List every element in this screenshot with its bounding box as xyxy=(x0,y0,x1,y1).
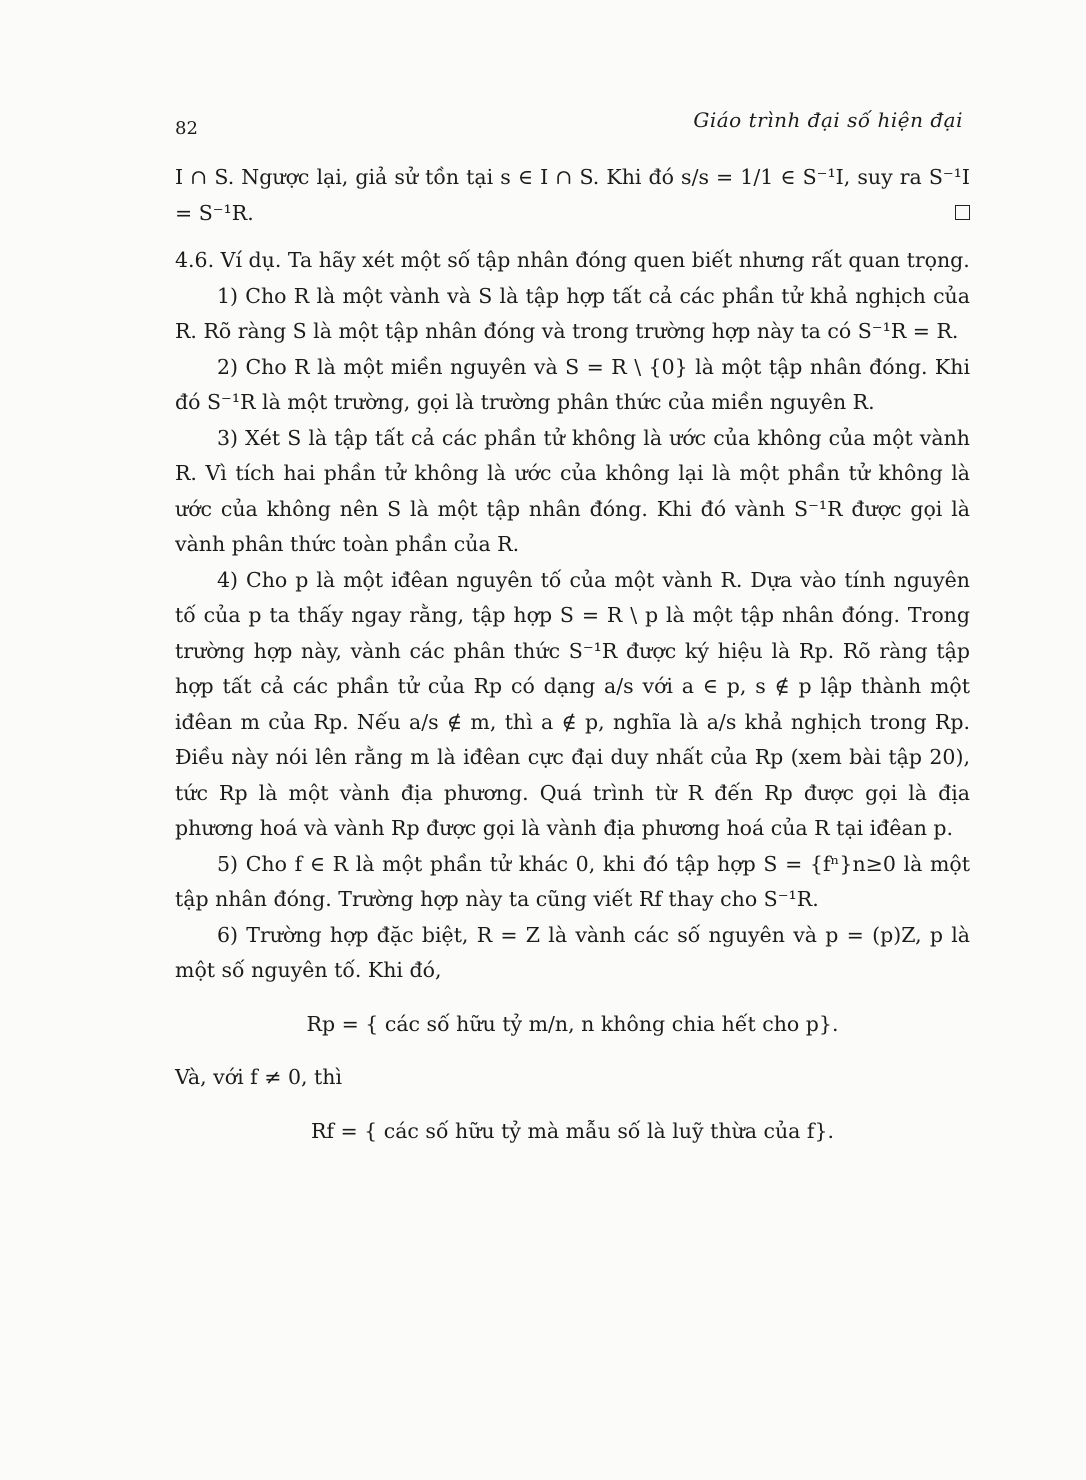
running-title: Giáo trình đại số hiện đại xyxy=(693,108,963,132)
paragraph-proof-end: I ∩ S. Ngược lại, giả sử tồn tại s ∈ I ∩ S. Khi đó s/s = 1/1 ∈ S⁻¹I, suy ra S⁻¹I = S⁻¹R. xyxy=(175,165,970,225)
paragraph-item-3: 3) Xét S là tập tất cả các phần tử không là ước của không của một vành R. Vì tích hai phần tử không là ước của không lại là một phần tử không là ước của không nên S là một tập nhân đóng. Khi đó vành S⁻¹R được gọi là vành phân thức toàn phần của R. xyxy=(175,425,970,556)
page-header xyxy=(175,108,963,140)
display-formula-rp: Rp = { các số hữu tỷ m/n, n không chia hết cho p}. xyxy=(306,1011,839,1036)
paragraph-and-with: Và, với f ≠ 0, thì xyxy=(175,1065,343,1089)
paragraph-item-6: 6) Trường hợp đặc biệt, R = Z là vành các số nguyên và p = (p)Z, p là một số nguyên tố. Khi đó, xyxy=(175,922,970,982)
page-number: 82 xyxy=(175,118,198,139)
paragraph-item-5: 5) Cho f ∈ R là một phần tử khác 0, khi đó tập hợp S = {fⁿ}n≥0 là một tập nhân đóng. Trường hợp này ta cũng viết Rf thay cho S⁻¹R. xyxy=(175,851,970,911)
display-formula-rf: Rf = { các số hữu tỷ mà mẫu số là luỹ thừa của f}. xyxy=(310,1118,835,1143)
page-body xyxy=(175,160,970,1167)
paragraph-item-2: 2) Cho R là một miền nguyên và S = R \ {0} là một tập nhân đóng. Khi đó S⁻¹R là một trường, gọi là trường phân thức của miền nguyên R. xyxy=(175,354,970,414)
paragraph-item-4: 4) Cho p là một iđêan nguyên tố của một vành R. Dựa vào tính nguyên tố của p ta thấy ngay rằng, tập hợp S = R \ p là một tập nhân đóng. Trong trường hợp này, vành các phân thức S⁻¹R được ký hiệu là Rp. Rõ ràng tập hợp tất cả các phần tử của Rp có dạng a/s với a ∈ p, s ∉ p lập thành một iđêan m của Rp. Nếu a/s ∉ m, thì a ∉ p, nghĩa là a/s khả nghịch trong Rp. Điều này nói lên rằng m là iđêan cực đại duy nhất của Rp (xem bài tập 20), tức Rp là một vành địa phương. Quá trình từ R đến Rp được gọi là địa phương hoá và vành Rp được gọi là vành địa phương hoá của R tại iđêan p. xyxy=(175,567,970,840)
paragraph-example-heading: 4.6. Ví dụ. Ta hãy xét một số tập nhân đóng quen biết nhưng rất quan trọng. xyxy=(175,248,970,272)
paragraph-item-1: 1) Cho R là một vành và S là tập hợp tất cả các phần tử khả nghịch của R. Rõ ràng S là một tập nhân đóng và trong trường hợp này ta có S⁻¹R = R. xyxy=(175,283,970,343)
end-of-proof-icon xyxy=(955,205,970,220)
